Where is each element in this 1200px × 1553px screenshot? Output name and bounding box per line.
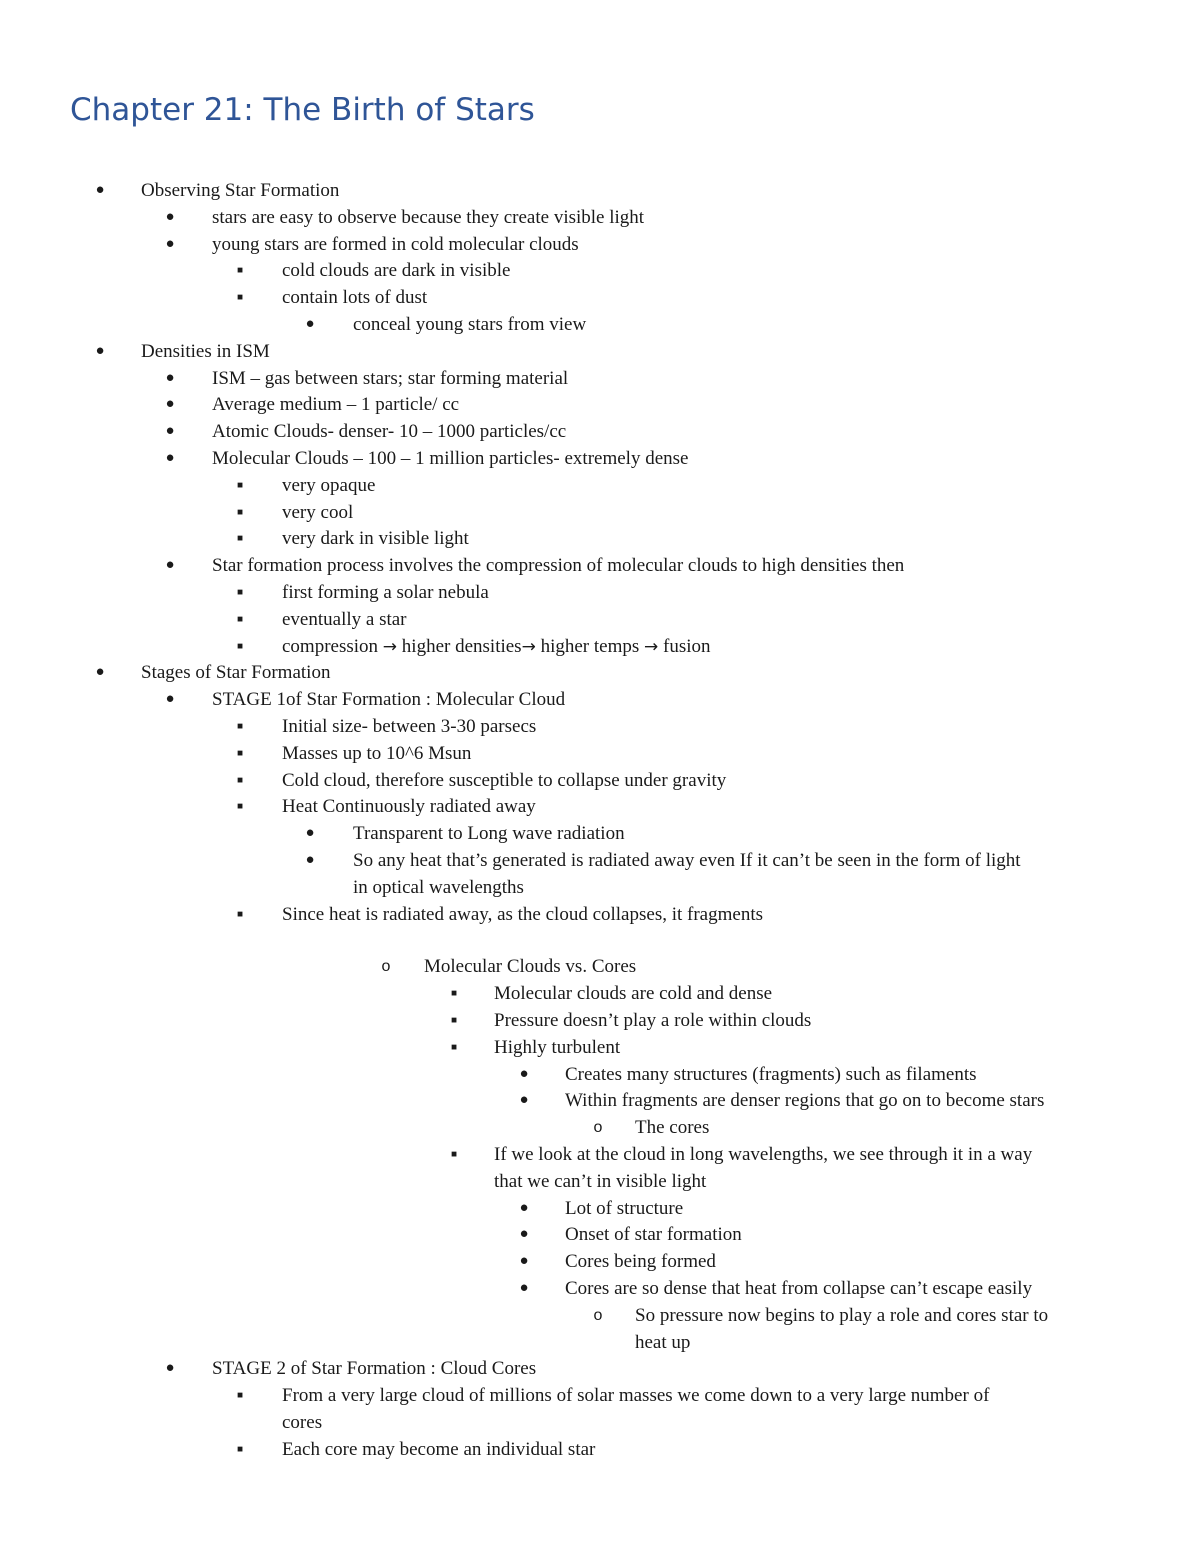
square-bullet-icon: ■	[236, 533, 244, 545]
square-bullet-icon: ■	[236, 908, 244, 920]
list-item-text: very dark in visible light	[282, 528, 469, 550]
arrow-right-icon: →	[382, 636, 398, 657]
list-item-continuation: cores	[282, 1412, 323, 1433]
list-item-text: Star formation process involves the compression of molecular clouds to high densities then	[212, 555, 905, 577]
disc-bullet-icon: ●	[519, 1280, 529, 1296]
square-bullet-icon: ■	[236, 747, 244, 759]
square-bullet-icon: ■	[450, 1015, 458, 1026]
arrow-right-icon: →	[521, 636, 536, 657]
disc-bullet-icon: ●	[519, 1226, 529, 1243]
list-item-segment: higher temps	[535, 635, 645, 657]
disc-bullet-icon: ●	[165, 235, 175, 252]
list-item-continuation: that we can’t in visible light	[494, 1170, 707, 1192]
list-item-segment: compression	[282, 635, 383, 657]
list-item-text	[282, 633, 711, 661]
list-item-text: Molecular Clouds – 100 – 1 million particles- extremely dense	[212, 448, 689, 469]
circle-bullet-icon: o	[381, 958, 391, 976]
list-item-text: So any heat that’s generated is radiated away even If it can’t be seen in the form of light	[353, 850, 1021, 871]
disc-bullet-icon: ●	[305, 825, 315, 842]
list-item-text: stars are easy to observe because they create visible light	[212, 206, 645, 228]
disc-bullet-icon: ●	[165, 423, 175, 440]
list-item-text: STAGE 1of Star Formation : Molecular Cloud	[212, 689, 566, 711]
square-bullet-icon: ■	[450, 1149, 458, 1160]
list-item-text: So pressure now begins to play a role and cores star to	[635, 1304, 1049, 1326]
list-item-text: Densities in ISM	[141, 340, 270, 362]
disc-bullet-icon: ●	[519, 1199, 529, 1216]
list-item-text: Masses up to 10^6 Msun	[282, 742, 472, 764]
list-item-text: Onset of star formation	[565, 1224, 742, 1246]
list-item-text: Molecular clouds are cold and dense	[494, 983, 773, 1005]
disc-bullet-icon: ●	[95, 342, 105, 359]
disc-bullet-icon: ●	[165, 1360, 175, 1377]
disc-bullet-icon: ●	[519, 1065, 529, 1082]
list-item-text: From a very large cloud of millions of solar masses we come down to a very large number of	[282, 1385, 990, 1407]
square-bullet-icon: ■	[236, 640, 244, 652]
list-item-text: The cores	[635, 1117, 710, 1139]
list-item-text: first forming a solar nebula	[282, 582, 489, 603]
list-item-text: Transparent to Long wave radiation	[353, 823, 625, 845]
disc-bullet-icon: ●	[165, 208, 175, 225]
arrow-right-icon: →	[644, 636, 659, 657]
list-item-text: eventually a star	[282, 608, 407, 630]
list-item-text: Creates many structures (fragments) such as filaments	[565, 1063, 977, 1085]
list-item-text: ISM – gas between stars; star forming material	[212, 367, 569, 389]
disc-bullet-icon: ●	[95, 664, 105, 681]
square-bullet-icon: ■	[236, 1390, 244, 1402]
list-item-text: STAGE 2 of Star Formation : Cloud Cores	[212, 1358, 537, 1380]
circle-bullet-icon: o	[593, 1119, 603, 1137]
disc-bullet-icon: ●	[519, 1253, 529, 1270]
disc-bullet-icon: ●	[165, 396, 175, 413]
square-bullet-icon: ■	[450, 1041, 458, 1053]
disc-bullet-icon: ●	[165, 557, 175, 574]
list-item-text: Observing Star Formation	[141, 180, 340, 201]
list-item-text: Molecular Clouds vs. Cores	[424, 956, 637, 978]
square-bullet-icon: ■	[236, 265, 244, 277]
disc-bullet-icon: ●	[519, 1092, 529, 1109]
list-item-text: Cores being formed	[565, 1251, 716, 1273]
list-item-text: Stages of Star Formation	[141, 662, 331, 684]
list-item-continuation: heat up	[635, 1331, 691, 1353]
square-bullet-icon: ■	[236, 613, 244, 625]
disc-bullet-icon: ●	[165, 450, 175, 466]
list-item-text: Atomic Clouds- denser- 10 – 1000 particles/cc	[212, 421, 567, 443]
list-item-text: young stars are formed in cold molecular clouds	[212, 233, 579, 255]
list-item-segment: higher densities	[397, 635, 522, 657]
square-bullet-icon: ■	[236, 506, 244, 518]
disc-bullet-icon: ●	[305, 316, 315, 332]
list-item-text: Within fragments are denser regions that go on to become stars	[565, 1090, 1045, 1112]
list-item-text: Each core may become an individual star	[282, 1438, 596, 1460]
square-bullet-icon: ■	[236, 479, 244, 491]
list-item-text: Heat Continuously radiated away	[282, 796, 536, 818]
list-item-text: Highly turbulent	[494, 1036, 621, 1058]
page-title: Chapter 21: The Birth of Stars	[70, 92, 535, 128]
disc-bullet-icon: ●	[165, 369, 175, 386]
square-bullet-icon: ■	[236, 1443, 244, 1455]
square-bullet-icon: ■	[236, 801, 244, 813]
list-item-text: Cold cloud, therefore susceptible to collapse under gravity	[282, 769, 727, 791]
list-item-text: Since heat is radiated away, as the cloud collapses, it fragments	[282, 903, 763, 925]
circle-bullet-icon: o	[593, 1306, 603, 1324]
list-item-text: Initial size- between 3-30 parsecs	[282, 716, 537, 737]
list-item-text: very opaque	[282, 474, 376, 496]
list-item-text: contain lots of dust	[282, 287, 428, 309]
list-item-text: If we look at the cloud in long wavelengths, we see through it in a way	[494, 1144, 1033, 1165]
list-item-text: cold clouds are dark in visible	[282, 260, 511, 282]
list-item-text: Pressure doesn’t play a role within clouds	[494, 1010, 812, 1031]
square-bullet-icon: ■	[450, 988, 458, 1000]
square-bullet-icon: ■	[236, 587, 244, 598]
list-item-text: Lot of structure	[565, 1197, 684, 1219]
list-item-text: conceal young stars from view	[353, 314, 587, 335]
disc-bullet-icon: ●	[305, 852, 315, 868]
square-bullet-icon: ■	[236, 721, 244, 732]
square-bullet-icon: ■	[236, 774, 244, 786]
disc-bullet-icon: ●	[165, 691, 175, 708]
square-bullet-icon: ■	[236, 292, 244, 304]
list-item-text: Average medium – 1 particle/ cc	[212, 394, 460, 416]
list-item-text: Cores are so dense that heat from collapse can’t escape easily	[565, 1278, 1033, 1299]
list-item-continuation: in optical wavelengths	[353, 876, 524, 898]
list-item-segment: fusion	[658, 635, 711, 657]
disc-bullet-icon: ●	[95, 182, 105, 198]
list-item-text: very cool	[282, 501, 354, 523]
